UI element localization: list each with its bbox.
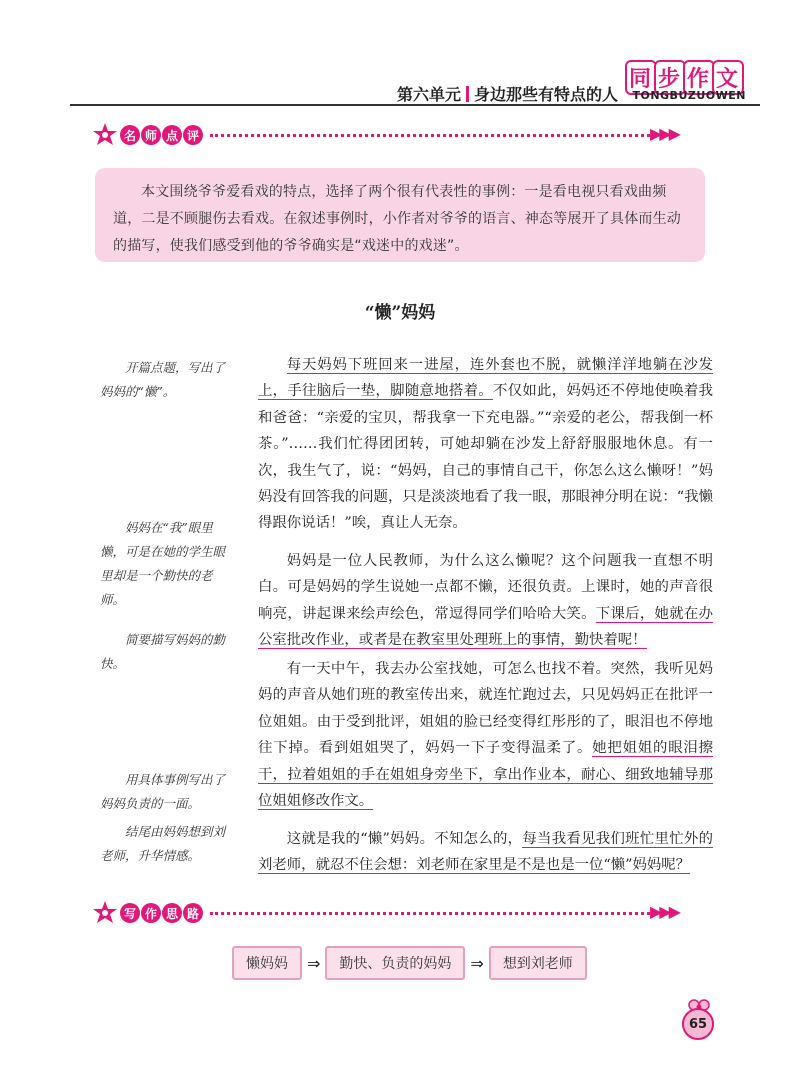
side-note: 用具体事例写出了妈妈负责的一面。 xyxy=(100,772,226,811)
page-header xyxy=(70,62,750,110)
paragraph-text: 有一天中午，我去办公室找她，可怎么也找不着。突然，我听见妈妈的声音从她们班的教室传出来，就连忙跑过去，只见妈妈正在批评一位姐姐。由于受到批评，姐姐的脸已经变得红彤彤的了，眼泪也不停地往下掉。看到姐姐哭了，妈妈一下子变得温柔了。 xyxy=(258,661,713,757)
page-number-badge xyxy=(680,998,718,1042)
label-char: 点 xyxy=(162,125,182,145)
underlined-sentence: 她把姐姐的眼泪擦干，拉着姐姐的手在姐姐身旁坐下，拿出作业本，耐心、细致地辅导那位姐姐修改作文。 xyxy=(258,740,713,810)
paragraph-text: 这就是我的“懒”妈妈。不知怎么的， xyxy=(286,831,523,847)
unit-number: 第六单元 xyxy=(396,85,461,104)
label-char: 名 xyxy=(120,125,140,145)
dotted-divider xyxy=(210,912,650,915)
brand-char: 文 xyxy=(712,60,744,95)
flow-step: 懒妈妈 xyxy=(232,946,302,980)
label-char: 师 xyxy=(141,125,161,145)
underlined-sentence: 下课后，她就在办公室批改作业，或者是在教室里处理班上的事情，勤快着呢！ xyxy=(258,605,713,649)
unit-title xyxy=(397,82,618,105)
writing-flow xyxy=(232,946,587,980)
brand-pinyin: TONGBUZUOWEN xyxy=(632,89,746,102)
label-char: 作 xyxy=(141,903,161,923)
double-arrow-icon: ⇒ xyxy=(470,953,484,973)
label-char: 评 xyxy=(183,125,203,145)
section-badge xyxy=(92,900,204,926)
essay-title: “懒”妈妈 xyxy=(364,303,436,323)
paragraph-text: 妈妈是一位人民教师，为什么这么懒呢？这个问题我一直想不明白。可是妈妈的学生说她一点都不懒，还很负责。上课时，她的声音很响亮，讲起课来绘声绘色，常逗得同学们哈哈大笑。 xyxy=(258,553,713,622)
side-note: 结尾由妈妈想到刘老师，升华情感。 xyxy=(100,824,226,863)
essay-paragraph-3 xyxy=(258,656,713,814)
star-icon xyxy=(92,900,118,926)
label-char: 路 xyxy=(183,903,203,923)
essay-paragraph-2 xyxy=(258,548,713,654)
arrow-icons: ▶▶▶ xyxy=(650,124,678,143)
label-char: 思 xyxy=(162,903,182,923)
side-note: 开篇点题，写出了妈妈的“懒”。 xyxy=(100,360,226,399)
page-number: 65 xyxy=(682,1008,714,1040)
side-note: 妈妈在“我”眼里懒，可是在她的学生眼里却是一个勤快的老师。 xyxy=(100,520,226,607)
underlined-sentence: 每当我看见我们班忙里忙外的刘老师，就忍不住会想：刘老师在家里是不是也是一位“懒”妈妈呢？ xyxy=(258,831,713,874)
section-label xyxy=(120,903,204,923)
essay-paragraph-4 xyxy=(258,826,713,879)
teacher-comment-heading xyxy=(92,122,682,150)
essay-paragraph-1 xyxy=(258,352,713,537)
dotted-divider xyxy=(210,134,650,137)
flow-step: 想到刘老师 xyxy=(489,946,587,980)
unit-separator xyxy=(466,86,469,102)
unit-topic: 身边那些有特点的人 xyxy=(473,85,618,104)
paragraph-text: 不仅如此，妈妈还不停地使唤着我和爸爸：“亲爱的宝贝，帮我拿一下充电器。”“亲爱的老公，帮我倒一杯茶。”……我们忙得团团转，可她却躺在沙发上舒舒服服地休息。有一次，我生气了，说：“妈妈，自己的事情自己干，你怎么这么懒呀！”妈妈没有回答我的问题，只是淡淡地看了我一眼，那眼神分明在说：“我懒得跟你说话！”唉，真让人无奈。 xyxy=(258,383,713,532)
writing-idea-heading xyxy=(92,900,682,928)
brand-char: 作 xyxy=(683,60,715,95)
label-char: 写 xyxy=(120,903,140,923)
star-icon xyxy=(92,122,118,148)
underlined-sentence: 每天妈妈下班回来一进屋，连外套也不脱，就懒洋洋地躺在沙发上，手往脑后一垫，脚随意地搭着。 xyxy=(258,357,713,400)
brand-char: 同 xyxy=(625,60,657,95)
side-note: 简要描写妈妈的勤快。 xyxy=(100,632,226,671)
brand-logo xyxy=(624,62,750,104)
section-badge xyxy=(92,122,204,148)
arrow-icons: ▶▶▶ xyxy=(650,902,678,921)
double-arrow-icon: ⇒ xyxy=(307,953,321,973)
section-label xyxy=(120,125,204,145)
flow-step: 勤快、负责的妈妈 xyxy=(325,946,465,980)
teacher-comment-box: 本文围绕爷爷爱看戏的特点，选择了两个很有代表性的事例：一是看电视只看戏曲频道，二是不顾腿伤去看戏。在叙述事例时，小作者对爷爷的语言、神态等展开了具体而生动的描写，使我们感受到他的爷爷确实是“戏迷中的戏迷”。 xyxy=(95,168,705,262)
brand-char: 步 xyxy=(654,60,686,95)
header-divider xyxy=(70,104,760,106)
